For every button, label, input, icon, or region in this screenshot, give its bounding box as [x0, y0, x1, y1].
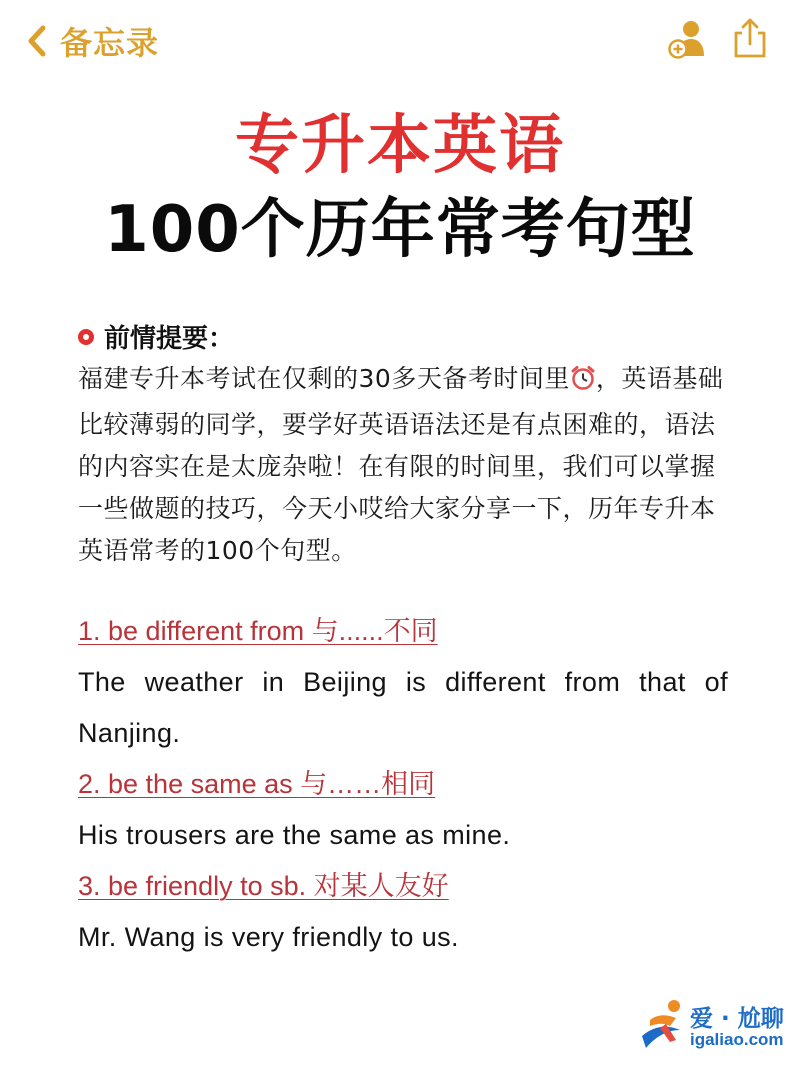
- intro-text-part-1: 福建专升本考试在仅剩的30多天备考时间里: [78, 364, 570, 393]
- back-button[interactable]: [26, 18, 159, 64]
- phrase-item: [78, 861, 728, 963]
- alarm-clock-icon: [570, 362, 596, 404]
- page-title-line-2: 100个历年常考句型: [104, 193, 696, 267]
- share-icon[interactable]: [728, 16, 772, 60]
- watermark-url: igaliao.com: [690, 1030, 784, 1049]
- watermark-title: 爱 · 尬聊: [690, 1006, 784, 1032]
- back-button-label: 备忘录: [60, 24, 160, 62]
- intro-heading: [78, 318, 234, 355]
- phrase-item: [78, 759, 728, 861]
- phrase-item: [78, 606, 728, 759]
- phrase-title: 2. be the same as 与……相同: [78, 769, 436, 799]
- chevron-left-icon: [26, 18, 56, 64]
- phrase-example: His trousers are the same as mine.: [78, 820, 511, 850]
- red-ring-icon: [78, 329, 94, 345]
- intro-text-part-2: ，英语基础比较薄弱的同学，要学好英语语法还是有点困难的，语法的内容实在是太庞杂啦！在有限的时间里，我们可以掌握一些做题的技巧，今天小哎给大家分享一下，历年专升本英语常考的100个句型。: [78, 364, 724, 565]
- phrase-title: 1. be different from 与......不同: [78, 616, 438, 646]
- phrase-list: [78, 606, 728, 963]
- add-person-icon[interactable]: [666, 16, 710, 60]
- intro-heading-text: 前情提要：: [104, 324, 235, 354]
- page-title-line-1: 专升本英语: [235, 109, 565, 183]
- phrase-example: Mr. Wang is very friendly to us.: [78, 922, 459, 952]
- nav-bar: [0, 0, 800, 84]
- phrase-example: The weather in Beijing is different from that of Nanjing.: [78, 667, 728, 748]
- phrase-title: 3. be friendly to sb. 对某人友好: [78, 871, 449, 901]
- watermark: [636, 996, 792, 1058]
- intro-paragraph: [78, 358, 738, 572]
